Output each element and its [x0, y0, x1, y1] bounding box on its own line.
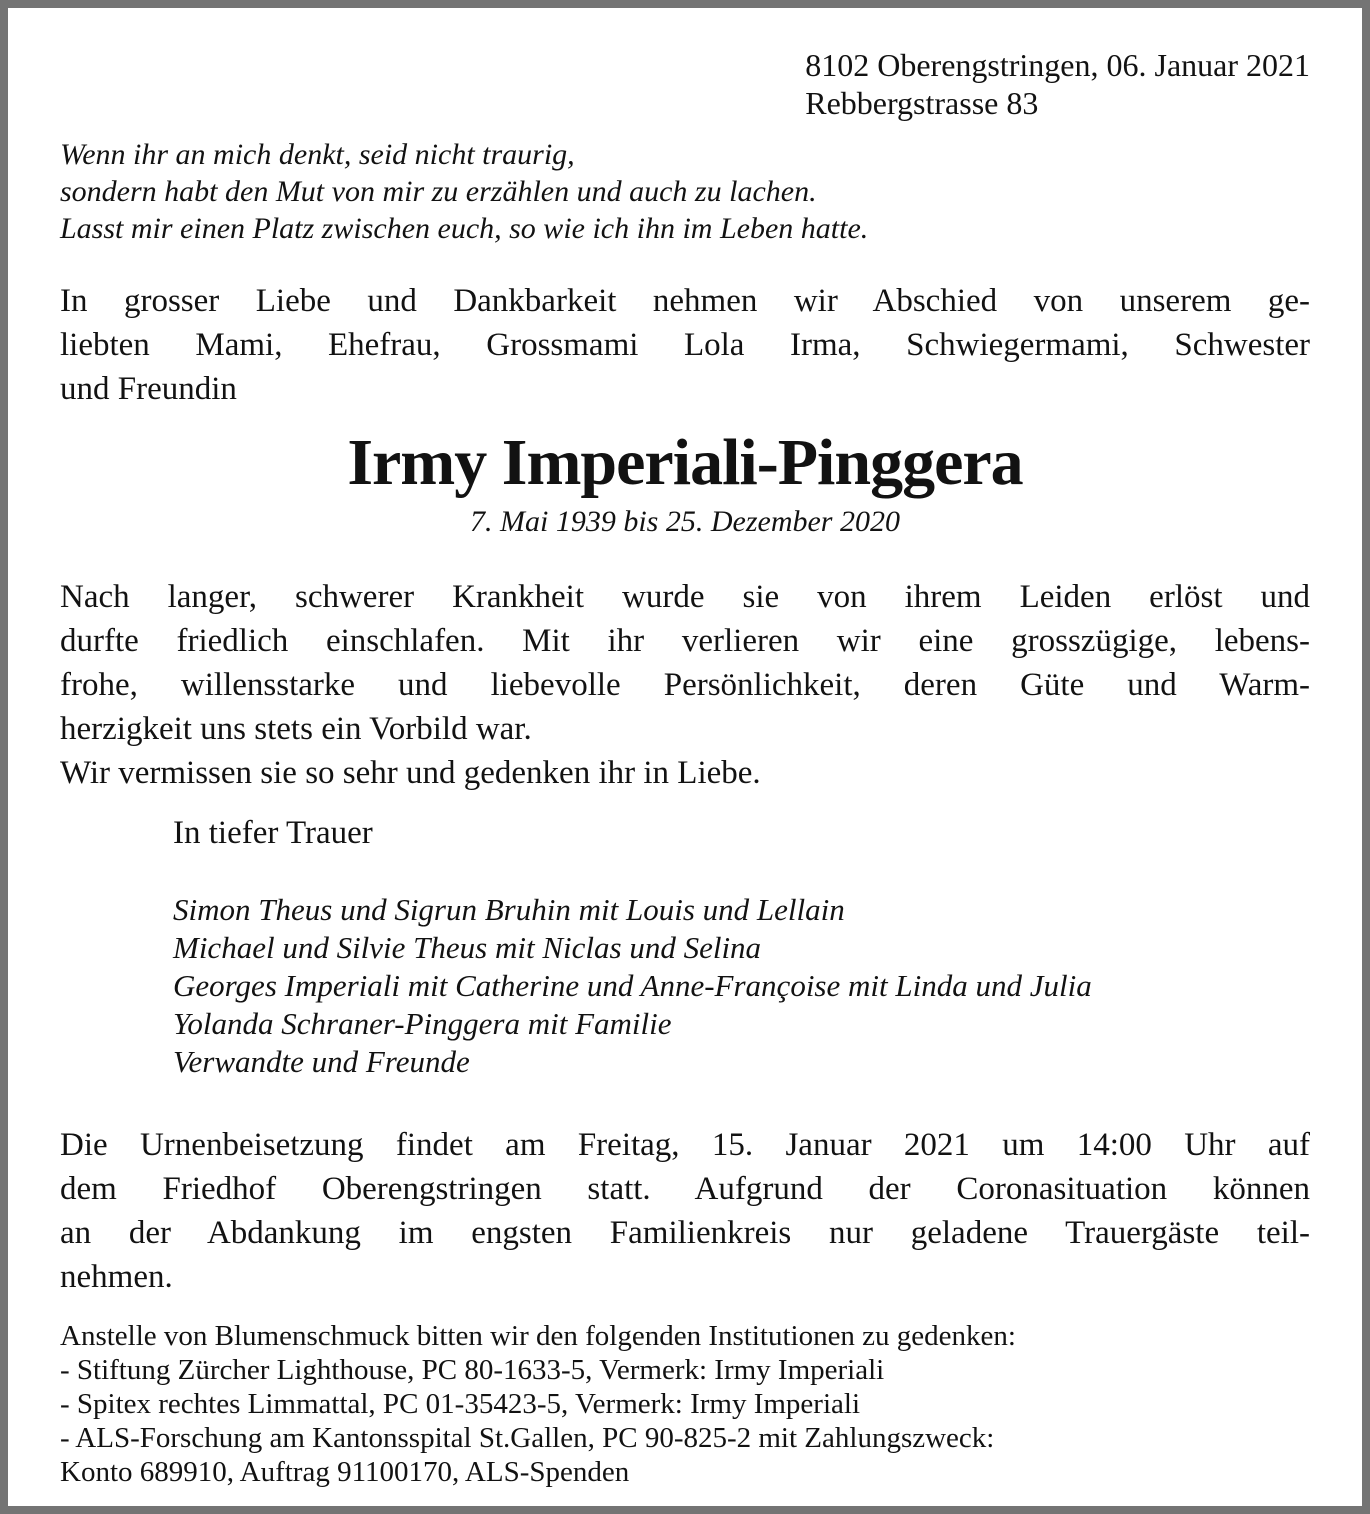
mourning-heading: In tiefer Trauer [173, 815, 373, 851]
address-block [60, 46, 1310, 122]
eulogy-line: herzigkeit uns stets ein Vorbild war. [60, 711, 532, 747]
epigraph-quote [60, 136, 1310, 247]
funeral-line: dem Friedhof Oberengstringen statt. Aufgrund der Coronasituation können [60, 1171, 1310, 1207]
mourner-line: Michael und Silvie Theus mit Niclas und Selina [173, 930, 762, 965]
address-city-date: 8102 Oberengstringen, 06. Januar 2021 [805, 47, 1310, 83]
mourner-line: Verwandte und Freunde [173, 1044, 470, 1079]
intro-paragraph [60, 279, 1310, 411]
intro-line: und Freundin [60, 371, 237, 407]
mourner-line: Simon Theus und Sigrun Bruhin mit Louis und Lellain [173, 892, 845, 927]
quote-line: Lasst mir einen Platz zwischen euch, so wie ich ihn im Leben hatte. [60, 212, 869, 245]
donations-line: - Stiftung Zürcher Lighthouse, PC 80-1633-5, Vermerk: Irmy Imperiali [60, 1354, 885, 1386]
address-street: Rebbergstrasse 83 [805, 85, 1039, 121]
intro-line: liebten Mami, Ehefrau, Grossmami Lola Irma, Schwiegermami, Schwester [60, 327, 1310, 363]
eulogy-line: Wir vermissen sie so sehr und gedenken ihr in Liebe. [60, 755, 761, 791]
donations-line: - ALS-Forschung am Kantonsspital St.Gallen, PC 90-825-2 mit Zahlungszweck: [60, 1422, 995, 1454]
funeral-paragraph [60, 1123, 1310, 1299]
deceased-life-dates: 7. Mai 1939 bis 25. Dezember 2020 [470, 505, 900, 538]
eulogy-line: durfte friedlich einschlafen. Mit ihr verlieren wir eine grosszügige, lebens- [60, 623, 1310, 659]
donations-line: Anstelle von Blumenschmuck bitten wir den folgenden Institutionen zu gedenken: [60, 1320, 1016, 1352]
mourner-line: Georges Imperiali mit Catherine und Anne-Françoise mit Linda und Julia [173, 968, 1092, 1003]
donations-line: - Spitex rechtes Limmattal, PC 01-35423-5, Vermerk: Irmy Imperiali [60, 1388, 861, 1420]
funeral-line: an der Abdankung im engsten Familienkreis nur geladene Trauergäste teil- [60, 1215, 1310, 1251]
donations-line: Konto 689910, Auftrag 91100170, ALS-Spenden [60, 1456, 630, 1488]
intro-line: In grosser Liebe und Dankbarkeit nehmen wir Abschied von unserem ge- [60, 283, 1310, 319]
funeral-line: Die Urnenbeisetzung findet am Freitag, 15. Januar 2021 um 14:00 Uhr auf [60, 1127, 1310, 1163]
mourner-line: Yolanda Schraner-Pinggera mit Familie [173, 1006, 672, 1041]
mourners-list [173, 891, 1310, 1081]
quote-line: sondern habt den Mut von mir zu erzählen und auch zu lachen. [60, 175, 817, 208]
eulogy-line: frohe, willensstarke und liebevolle Persönlichkeit, deren Güte und Warm- [60, 667, 1310, 703]
quote-line: Wenn ihr an mich denkt, seid nicht traurig, [60, 138, 575, 171]
deceased-name: Irmy Imperiali-Pinggera [347, 426, 1023, 499]
funeral-line: nehmen. [60, 1259, 173, 1295]
eulogy-paragraph [60, 575, 1310, 795]
donations-paragraph [60, 1319, 1310, 1489]
eulogy-line: Nach langer, schwerer Krankheit wurde sie von ihrem Leiden erlöst und [60, 579, 1310, 615]
